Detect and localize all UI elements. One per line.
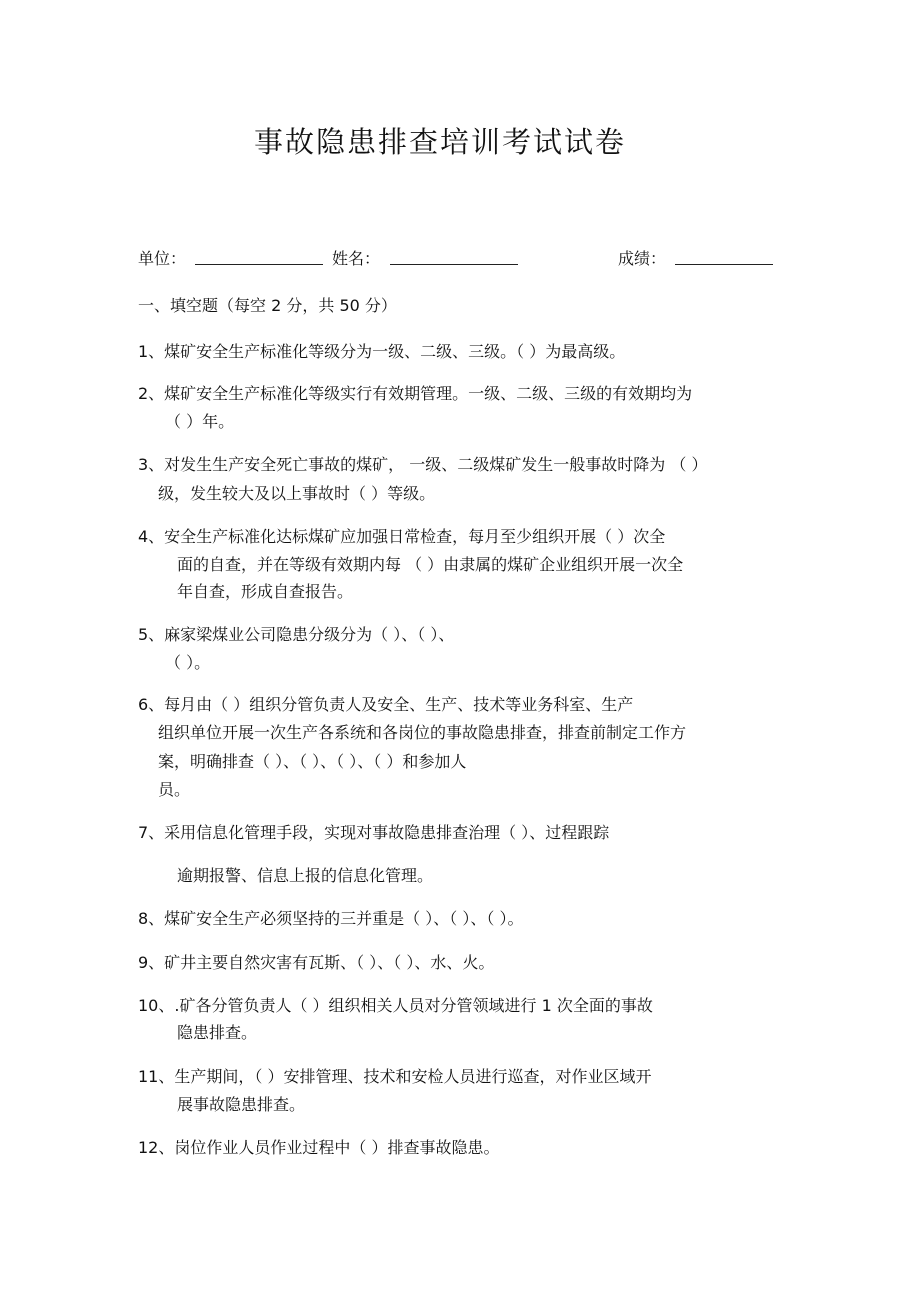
section-heading: 一、填空题（每空 2 分，共 50 分） [138, 296, 397, 315]
question-10-line-2: 隐患排查。 [177, 1023, 258, 1042]
score-label: 成绩： [618, 249, 667, 268]
name-label: 姓名： [332, 249, 381, 268]
question-2-line-2: （ ）年。 [165, 412, 235, 431]
question-10-line-1: 10、.矿各分管负责人（ ）组织相关人员对分管领域进行 1 次全面的事故 [138, 996, 653, 1015]
question-6-line-2: 组织单位开展一次生产各系统和各岗位的事故隐患排查，排查前制定工作方 [158, 723, 687, 742]
question-6-line-4: 员。 [158, 780, 191, 799]
question-5-line-2: （ ）。 [165, 653, 211, 672]
document-title: 事故隐患排查培训考试试卷 [253, 125, 626, 159]
question-8-line-1: 8、煤矿安全生产必须坚持的三并重是（ ）、（ ）、（ ）。 [138, 909, 524, 928]
question-5-line-1: 5、麻家梁煤业公司隐患分级分为（ ）、（ ）、 [138, 625, 455, 644]
question-6-line-1: 6、每月由（ ）组织分管负责人及安全、生产、技术等业务科室、生产 [138, 695, 634, 714]
question-4-line-2: 面的自查，并在等级有效期内每 （ ）由隶属的煤矿企业组织开展一次全 [177, 555, 684, 574]
unit-blank-line[interactable] [195, 264, 323, 265]
score-blank-line[interactable] [675, 264, 773, 265]
question-6-line-3: 案，明确排查（ ）、（ ）、（ ）、（ ）和参加人 [158, 752, 467, 771]
question-3-line-1: 3、对发生生产安全死亡事故的煤矿， 一级、二级煤矿发生一般事故时降为 （ ） [138, 455, 708, 474]
question-7-line-2: 逾期报警、信息上报的信息化管理。 [177, 866, 434, 885]
question-1-line-1: 1、煤矿安全生产标准化等级分为一级、二级、三级。（ ）为最高级。 [138, 342, 626, 361]
question-12-line-1: 12、岗位作业人员作业过程中（ ）排查事故隐患。 [138, 1138, 500, 1157]
question-3-line-2: 级，发生较大及以上事故时（ ）等级。 [158, 484, 436, 503]
question-2-line-1: 2、煤矿安全生产标准化等级实行有效期管理。一级、二级、三级的有效期均为 [138, 384, 693, 403]
unit-label: 单位： [138, 249, 187, 268]
question-11-line-2: 展事故隐患排查。 [177, 1095, 306, 1114]
name-blank-line[interactable] [390, 264, 518, 265]
question-11-line-1: 11、生产期间，（ ）安排管理、技术和安检人员进行巡查，对作业区域开 [138, 1067, 652, 1086]
question-4-line-3: 年自查，形成自查报告。 [177, 582, 354, 601]
question-7-line-1: 7、采用信息化管理手段，实现对事故隐患排查治理（ ）、过程跟踪 [138, 823, 610, 842]
question-9-line-1: 9、矿井主要自然灾害有瓦斯、（ ）、（ ）、水、火。 [138, 953, 495, 972]
question-4-line-1: 4、安全生产标准化达标煤矿应加强日常检查，每月至少组织开展（ ）次全 [138, 527, 666, 546]
